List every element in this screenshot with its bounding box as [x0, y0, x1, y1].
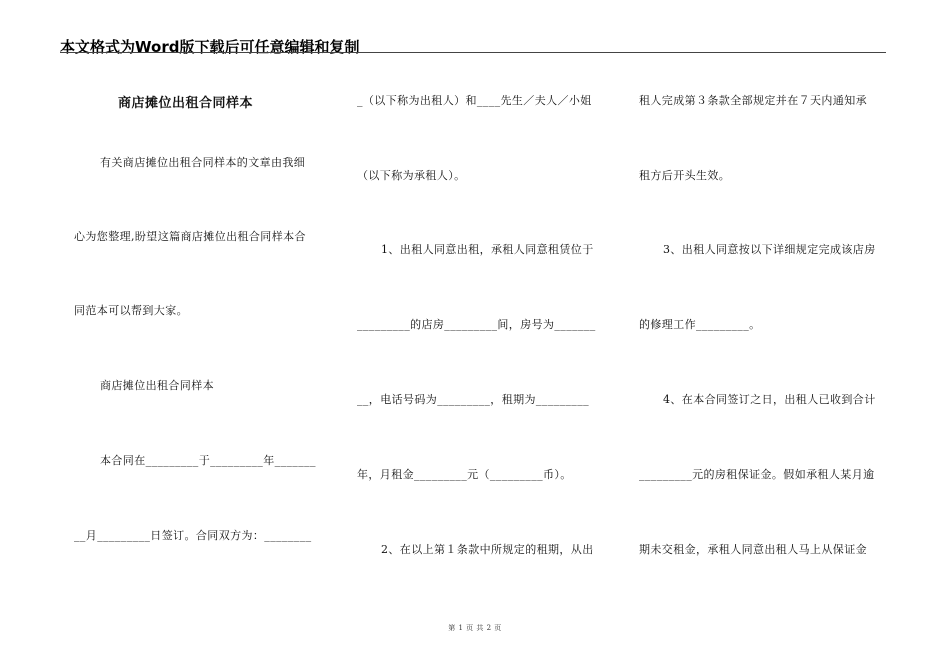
- text-line: （以下称为承租人）。: [357, 169, 466, 182]
- text-line: 本合同在_________于_________年_______: [100, 454, 316, 467]
- text-line: 租方后开头生效。: [639, 169, 731, 182]
- text-line: 租人完成第３条款全部规定并在７天内通知承: [639, 94, 867, 107]
- text-line: 同范本可以帮到大家。: [74, 304, 188, 317]
- text-line: 期未交租金，承租人同意出租人马上从保证金: [639, 543, 867, 556]
- text-line: __月_________日签订。合同双方为：________: [74, 529, 312, 542]
- text-line: _________元的房租保证金。假如承租人某月逾: [639, 468, 875, 481]
- document-header-title: 本文格式为Word版下载后可任意编辑和复制: [60, 38, 360, 56]
- text-line: 年，月租金_________元（_________币）。: [357, 468, 572, 481]
- text-column-1: [74, 60, 324, 620]
- header-divider: [60, 52, 886, 53]
- text-line: _________的店房_________间，房号为_______: [357, 318, 596, 331]
- text-line: 1、出租人同意出租，承租人同意租赁位于: [381, 243, 594, 256]
- text-line: _（以下称为出租人）和____先生／夫人／小姐: [357, 94, 592, 107]
- page-number: 第 1 页 共 2 页: [448, 624, 502, 632]
- document-title: 商店摊位出租合同样本: [118, 96, 254, 111]
- text-line: 商店摊位出租合同样本: [100, 379, 214, 392]
- text-line: 的修理工作_________。: [639, 318, 761, 331]
- text-line: 3、出租人同意按以下详细规定完成该店房: [663, 243, 876, 256]
- text-line: 4、在本合同签订之日，出租人已收到合计: [663, 393, 876, 406]
- text-line: 2、在以上第１条款中所规定的租期，从出: [381, 543, 594, 556]
- text-column-2: [357, 60, 607, 620]
- text-line: __，电话号码为_________，租期为_________: [357, 393, 589, 406]
- text-line: 有关商店摊位出租合同样本的文章由我细: [100, 156, 306, 169]
- text-line: 心为您整理,盼望这篇商店摊位出租合同样本合: [74, 230, 306, 243]
- text-column-3: [639, 60, 889, 620]
